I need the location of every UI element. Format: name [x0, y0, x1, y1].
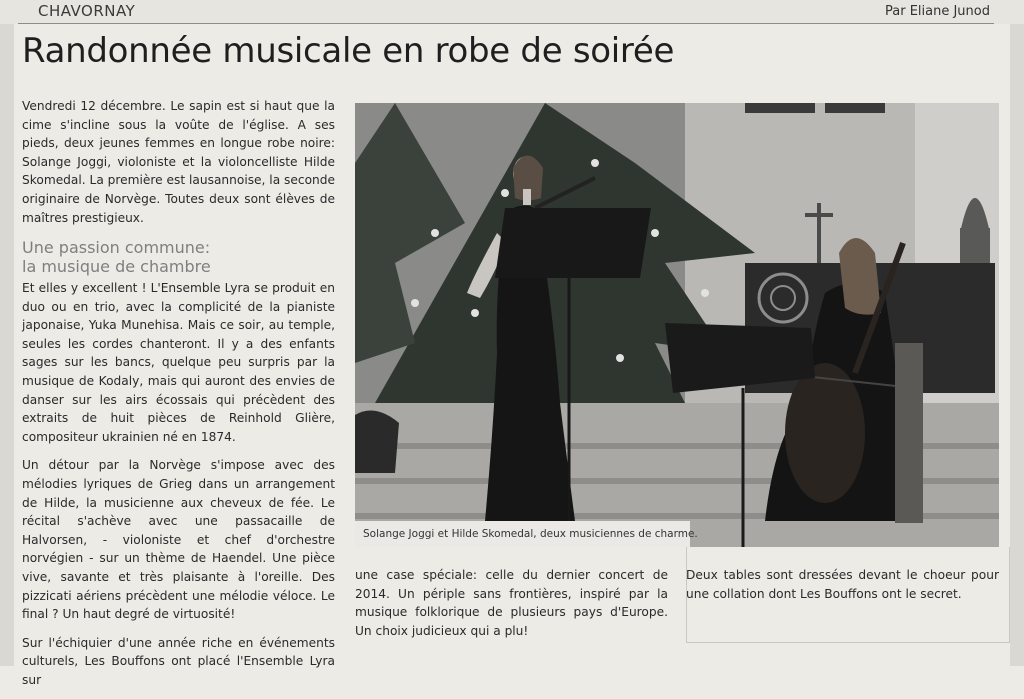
page-header-bar: [0, 0, 1024, 24]
article-lead: [22, 97, 335, 237]
concert-photo-illustration: [355, 103, 999, 547]
article-headline: Randonnée musicale en robe de soirée: [22, 31, 675, 71]
body-paragraph: Deux tables sont dressées devant le choeur pour une collation dont Les Bouffons ont le secret.: [686, 568, 999, 601]
body-paragraph: Et elles y excellent ! L'Ensemble Lyra se produit en duo ou en trio, avec la complicité de la pianiste japonaise, Yuka Munehisa. Mais ce soir, au temple, seules les cordes chanteront. Il y a des enfants sages sur les bancs, quelque peu surpris par la musique de Kodaly, mais qui auront des envies de danser sur les airs écossais qui précèdent des extraits de huit pièces de Reinhold Glière, compositeur ukrainien né en 1874.: [22, 281, 335, 444]
article-body-column-2: [355, 566, 668, 650]
article-body-column-1: [22, 279, 335, 699]
section-location: CHAVORNAY: [38, 2, 136, 20]
subheading-line-1: Une passion commune:: [22, 238, 211, 257]
article-subheading: [22, 238, 335, 276]
concert-photo: [355, 103, 999, 547]
body-paragraph: une case spéciale: celle du dernier concert de 2014. Un périple sans frontières, inspiré par la musique folklorique de plusieurs pays d'Europe. Un choix judicieux qui a plu!: [355, 568, 668, 638]
photo-caption: Solange Joggi et Hilde Skomedal, deux musiciennes de charme.: [355, 521, 690, 547]
adjacent-page-bleed-right: [1010, 24, 1024, 666]
byline-author: Par Eliane Junod: [885, 4, 990, 19]
adjacent-page-bleed-left: [0, 24, 14, 666]
article-body-column-3: [686, 566, 999, 613]
body-paragraph: Un détour par la Norvège s'impose avec des mélodies lyriques de Grieg dans un arrangement de Hilde, la musicienne aux cheveux de fée. Le récital s'achève avec une passacaille de Halvorsen, - violoniste et chef d'orchestre norvégien - sur un thème de Haendel. Une pièce vive, savante et très plaisante à l'oreille. Des pizzicati aériens précèdent une mélodie véloce. Le final ? Un haut degré de virtuosité!: [22, 458, 335, 622]
lead-paragraph: Vendredi 12 décembre. Le sapin est si haut que la cime s'incline sous la voûte de l'église. A ses pieds, deux jeunes femmes en longue robe noire: Solange Joggi, violoniste et la violoncelliste Hilde Skomedal. La première est lausannoise, la seconde originaire de Norvège. Toutes deux sont élèves de maîtres prestigieux.: [22, 99, 335, 225]
subheading-line-2: la musique de chambre: [22, 257, 211, 276]
body-paragraph: Sur l'échiquier d'une année riche en événements culturels, Les Bouffons ont placé l'Ensemble Lyra sur: [22, 635, 335, 687]
